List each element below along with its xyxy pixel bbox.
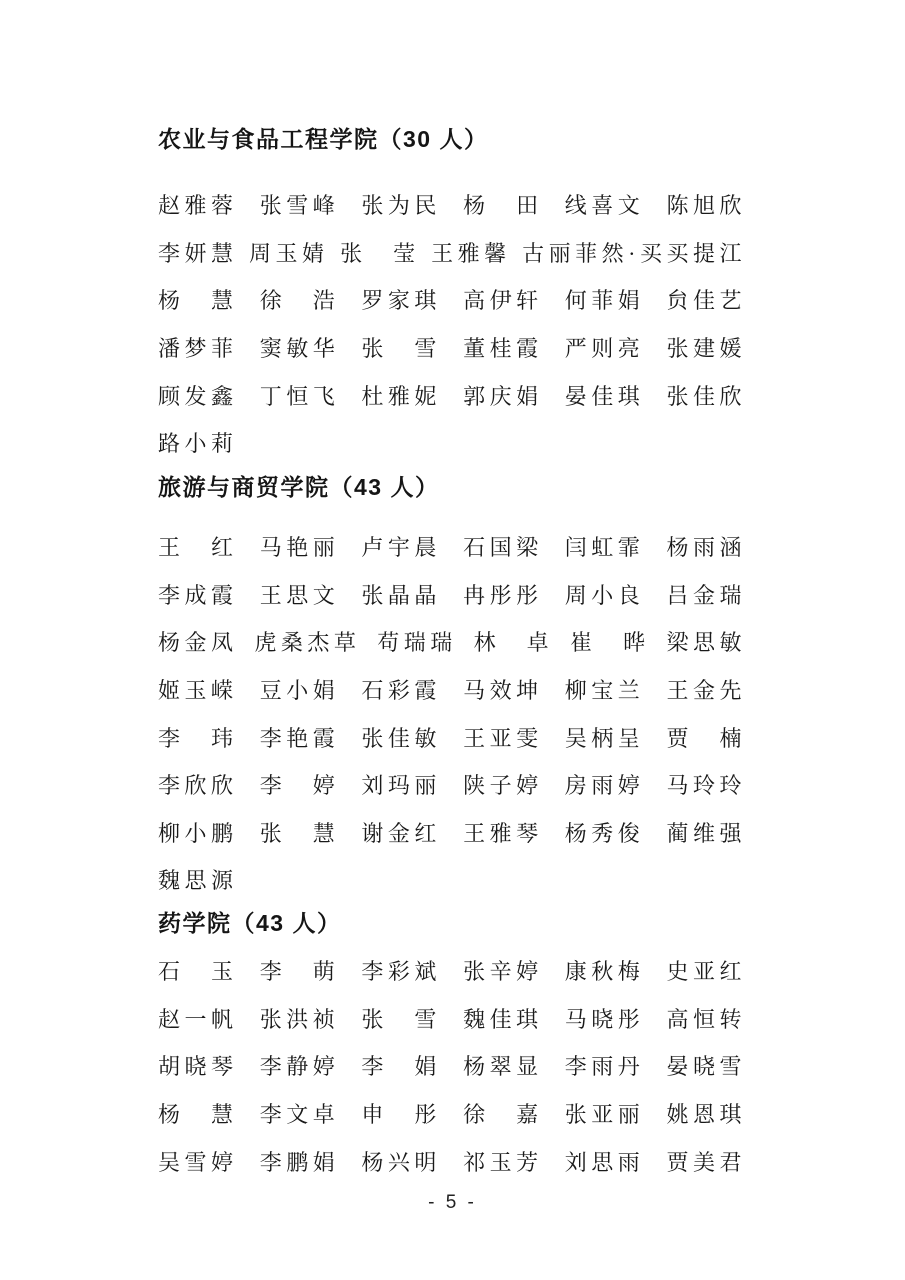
- student-name: 梁思敏: [666, 630, 746, 656]
- college-title: 农业与食品工程学院（30 人）: [158, 126, 489, 152]
- student-name: 马效坤: [463, 678, 543, 704]
- student-name: 李 婷: [259, 773, 340, 799]
- student-name: 李妍慧: [158, 240, 238, 266]
- student-name: 王雅馨: [431, 240, 511, 266]
- student-name: 贠佳艺: [666, 288, 746, 314]
- student-name: 崔 晔: [570, 630, 650, 656]
- name-row: [158, 947, 746, 995]
- student-name: 晏佳琪: [564, 383, 645, 409]
- student-name: 潘梦菲: [158, 336, 238, 362]
- name-row: [158, 1137, 746, 1185]
- student-name: 马晓彤: [564, 1006, 645, 1032]
- student-name: 李 玮: [158, 725, 238, 751]
- student-name: 杨 田: [463, 193, 543, 219]
- name-row: [158, 523, 746, 571]
- student-name: 陈旭欣: [666, 193, 746, 219]
- name-row: [158, 571, 746, 619]
- student-name: 李文卓: [259, 1102, 340, 1128]
- student-name: 贾 楠: [666, 725, 746, 751]
- student-name: 王金先: [666, 678, 746, 704]
- student-name: 虎桑杰草: [254, 630, 361, 656]
- student-name: 吴雪婷: [158, 1149, 238, 1175]
- student-name: 石彩霞: [361, 678, 441, 704]
- name-row: [158, 856, 746, 904]
- student-name: 陕子婷: [463, 773, 543, 799]
- name-rows: [158, 181, 746, 467]
- student-name: 谢金红: [361, 820, 441, 846]
- student-name: 魏佳琪: [463, 1006, 543, 1032]
- student-name: 贾美君: [666, 1149, 746, 1175]
- name-row: [158, 419, 746, 467]
- name-row: [158, 371, 746, 419]
- student-name: 杨秀俊: [564, 820, 645, 846]
- student-name: 罗家琪: [361, 288, 441, 314]
- name-row: [158, 1090, 746, 1138]
- student-name: 闫虹霏: [564, 535, 645, 561]
- student-name: 张建媛: [666, 336, 746, 362]
- student-name: 王亚雯: [463, 725, 543, 751]
- name-row: [158, 276, 746, 324]
- student-name: 杨兴明: [361, 1149, 441, 1175]
- college-section: [158, 115, 778, 467]
- student-name: 高伊轩: [463, 288, 543, 314]
- student-name: 苟瑞瑞: [377, 630, 457, 656]
- student-name: 董桂霞: [463, 336, 543, 362]
- student-name: 杨雨涵: [666, 535, 746, 561]
- student-name: 杨 慧: [158, 288, 238, 314]
- student-name: 张亚丽: [564, 1102, 645, 1128]
- student-name: 刘思雨: [564, 1149, 645, 1175]
- name-row: [158, 1042, 746, 1090]
- student-name: 赵一帆: [158, 1006, 238, 1032]
- student-name: 张佳欣: [666, 383, 746, 409]
- name-row: [158, 181, 746, 229]
- student-name: 杨翠显: [463, 1054, 543, 1080]
- student-name: 卢宇晨: [361, 535, 441, 561]
- student-name: 柳宝兰: [564, 678, 645, 704]
- student-name: 姚恩琪: [666, 1102, 746, 1128]
- student-name: 张雪峰: [259, 193, 340, 219]
- name-row: [158, 229, 746, 277]
- student-name: 李 娟: [361, 1054, 441, 1080]
- student-name: 高恒转: [666, 1006, 746, 1032]
- student-name: 申 彤: [361, 1102, 441, 1128]
- student-name: 李欣欣: [158, 773, 238, 799]
- college-section: [158, 899, 778, 1185]
- student-name: 张辛婷: [463, 959, 543, 985]
- student-name: 马艳丽: [259, 535, 340, 561]
- name-row: [158, 761, 746, 809]
- college-title: 旅游与商贸学院（43 人）: [158, 474, 440, 500]
- name-row: [158, 809, 746, 857]
- student-name: 晏晓雪: [666, 1054, 746, 1080]
- student-name: 杨 慧: [158, 1102, 238, 1128]
- name-rows: [158, 523, 746, 904]
- student-name: 史亚红: [666, 959, 746, 985]
- student-name: 刘玛丽: [361, 773, 441, 799]
- name-row: [158, 666, 746, 714]
- student-name: 张佳敏: [361, 725, 441, 751]
- student-name: 李彩斌: [361, 959, 441, 985]
- student-name: 周玉婧: [249, 240, 329, 266]
- student-name: 李艳霞: [259, 725, 340, 751]
- student-name: 魏思源: [158, 868, 238, 894]
- student-name: 徐 嘉: [463, 1102, 543, 1128]
- student-name: 石国梁: [463, 535, 543, 561]
- name-row: [158, 324, 746, 372]
- student-name: 李成霞: [158, 582, 238, 608]
- student-name: 蔺维强: [666, 820, 746, 846]
- name-row: [158, 618, 746, 666]
- student-name: 严则亮: [564, 336, 645, 362]
- student-name: 冉彤彤: [463, 582, 543, 608]
- student-name: 祁玉芳: [463, 1149, 543, 1175]
- student-name: 杜雅妮: [361, 383, 441, 409]
- student-name: 张 雪: [361, 336, 441, 362]
- student-name: 林 卓: [473, 630, 554, 656]
- student-name: 康秋梅: [564, 959, 645, 985]
- student-name: 石 玉: [158, 959, 238, 985]
- student-name: 王 红: [158, 535, 238, 561]
- college-title: 药学院（43 人）: [158, 910, 342, 936]
- student-name: 吴柄呈: [564, 725, 645, 751]
- student-name: 张为民: [361, 193, 441, 219]
- student-name: 姬玉嵘: [158, 678, 238, 704]
- student-name: 王思文: [259, 582, 340, 608]
- student-name: 柳小鹏: [158, 820, 238, 846]
- student-name: 周小良: [564, 582, 645, 608]
- student-name: 李静婷: [259, 1054, 340, 1080]
- student-name: 丁恒飞: [259, 383, 340, 409]
- name-rows: [158, 947, 746, 1185]
- student-name: 李 萌: [259, 959, 340, 985]
- student-name: 吕金瑞: [666, 582, 746, 608]
- student-name: 窦敏华: [259, 336, 340, 362]
- student-name: 古丽菲然·买买提江: [522, 240, 746, 266]
- student-name: 路小莉: [158, 431, 238, 457]
- name-row: [158, 713, 746, 761]
- student-name: 房雨婷: [564, 773, 645, 799]
- student-name: 马玲玲: [666, 773, 746, 799]
- student-name: 胡晓琴: [158, 1054, 238, 1080]
- page-number: - 5 -: [428, 1192, 477, 1213]
- student-name: 徐 浩: [259, 288, 340, 314]
- student-name: 顾发鑫: [158, 383, 238, 409]
- student-name: 赵雅蓉: [158, 193, 238, 219]
- student-name: 张晶晶: [361, 582, 441, 608]
- student-name: 郭庆娟: [463, 383, 543, 409]
- student-name: 张 莹: [340, 240, 420, 266]
- student-name: 豆小娟: [259, 678, 340, 704]
- college-section: [158, 463, 778, 904]
- student-name: 李雨丹: [564, 1054, 645, 1080]
- student-name: 张 慧: [259, 820, 340, 846]
- student-name: 杨金凤: [158, 630, 238, 656]
- student-name: 王雅琴: [463, 820, 543, 846]
- student-name: 李鹏娟: [259, 1149, 340, 1175]
- student-name: 何菲娟: [564, 288, 645, 314]
- name-row: [158, 995, 746, 1043]
- student-name: 线喜文: [564, 193, 645, 219]
- student-name: 张洪祯: [259, 1006, 340, 1032]
- student-name: 张 雪: [361, 1006, 441, 1032]
